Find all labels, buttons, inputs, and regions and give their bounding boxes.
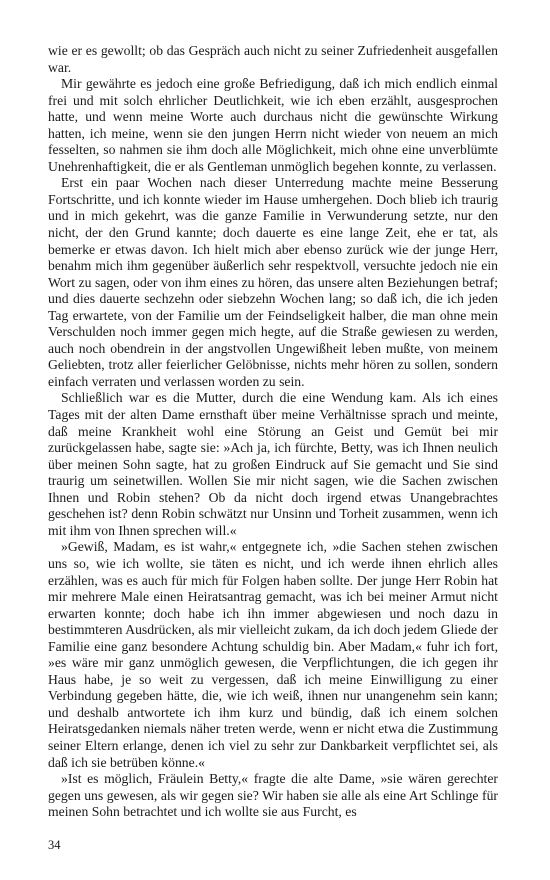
paragraph: »Ist es möglich, Fräulein Betty,« fragte die alte Dame, »sie wären gerechter gegen uns gewesen, als wir gegen sie? Wir haben sie alle als eine Art Schlinge für meinen Sohn betrachtet und ich wollte sie aus Furcht, es	[48, 771, 498, 820]
paragraph: Schließlich war es die Mutter, durch die eine Wendung kam. Als ich eines Tages mit der alten Dame ernsthaft über meine Verhältnisse sprach und meinte, daß meine Krankheit wohl eine Störung an Geist und Gemüt bei mir zurückgelassen habe, sagte sie: »Ach ja, ich fürchte, Betty, was ich Ihnen neulich über meinen Sohn sagte, hat zu großen Eindruck auf Sie gemacht und Sie sind traurig um seinetwillen. Wollen Sie mir nicht sagen, wie die Sachen zwischen Ihnen und Robin stehen? Ob da nicht doch irgend etwas Unangebrachtes geschehen ist? denn Robin schwätzt nur Unsinn und Torheit zusammen, wenn ich mit ihm von Ihnen sprechen will.«	[48, 390, 498, 538]
page-number: 34	[48, 838, 61, 852]
paragraph: »Gewiß, Madam, es ist wahr,« entgegnete ich, »die Sachen stehen zwischen uns so, wie ich wollte, sie täten es nicht, und ich werde ihnen ehrlich alles erzählen, was es auch für mich für Folgen haben sollte. Der junge Herr Robin hat mir mehrere Male einen Heiratsantrag gemacht, was ich bei meiner Armut nicht erwarten konnte; doch habe ich ihn immer abgewiesen und noch dazu in bestimmteren Ausdrücken, als mir vielleicht zukam, da ich doch jedem Gliede der Familie eine ganz besondere Achtung schuldig bin. Aber Madam,« fuhr ich fort, »es wäre mir ganz unmöglich gewesen, die Verpflichtungen, die ich gegen ihr Haus habe, je so weit zu vergessen, daß ich meine Einwilligung zu einer Verbindung gegeben hätte, die, wie ich weiß, ihnen nur unangenehm sein kann; und deshalb antwortete ich ihm kurz und bündig, daß ich einem solchen Heiratsgedanken niemals näher treten werde, wenn er nicht etwa die Zustimmung seiner Eltern erlange, denen ich viel zu sehr zur Dankbarkeit verpflichtet sei, als daß ich sie betrüben könne.«	[48, 539, 498, 770]
paragraph: Mir gewährte es jedoch eine große Befriedigung, daß ich mich endlich einmal frei und mit solch ehrlicher Deutlichkeit, wie ich eben erzählt, ausgesprochen hatte, und wenn meine Worte auch durchaus nicht die gewünschte Wirkung hatten, ich meine, wenn sie den jungen Herrn nicht wieder von neuem an mich fesselten, so nahmen sie ihm doch alle Möglichkeit, mich ohne eine unverblümte Unehrenhaftigkeit, die er als Gentleman unmöglich begehen konnte, zu verlassen.	[48, 76, 498, 174]
body-text	[48, 43, 498, 821]
paragraph-continued: wie er es gewollt; ob das Gespräch auch nicht zu seiner Zufriedenheit ausgefallen war.	[48, 43, 498, 75]
paragraph: Erst ein paar Wochen nach dieser Unterredung machte meine Besserung Fortschritte, und ich konnte wieder im Hause umhergehen. Doch blieb ich traurig und in mich gekehrt, was die ganze Familie in Verwunderung setzte, nur den nicht, der den Grund kannte; doch dauerte es eine lange Zeit, ehe er tat, als bemerke er etwas davon. Ich hielt mich aber ebenso zurück wie der junge Herr, benahm mich ihm gegenüber äußerlich sehr respektvoll, versuchte jedoch nie ein Wort zu sagen, oder von ihm eines zu hören, das unsere alten Beziehungen betraf; und dies dauerte sechzehn oder siebzehn Wochen lang; so daß ich, die ich jeden Tag erwartete, von der Familie um der Feindseligkeit halber, die man ohne mein Verschulden noch immer gegen mich hegte, auf die Straße gewiesen zu werden, auch noch obendrein in der angstvollen Ungewißheit leben mußte, von meinem Geliebten, trotz aller feierlicher Gelöbnisse, nichts mehr hören zu sollen, sondern einfach verraten und verlassen worden zu sein.	[48, 175, 498, 389]
